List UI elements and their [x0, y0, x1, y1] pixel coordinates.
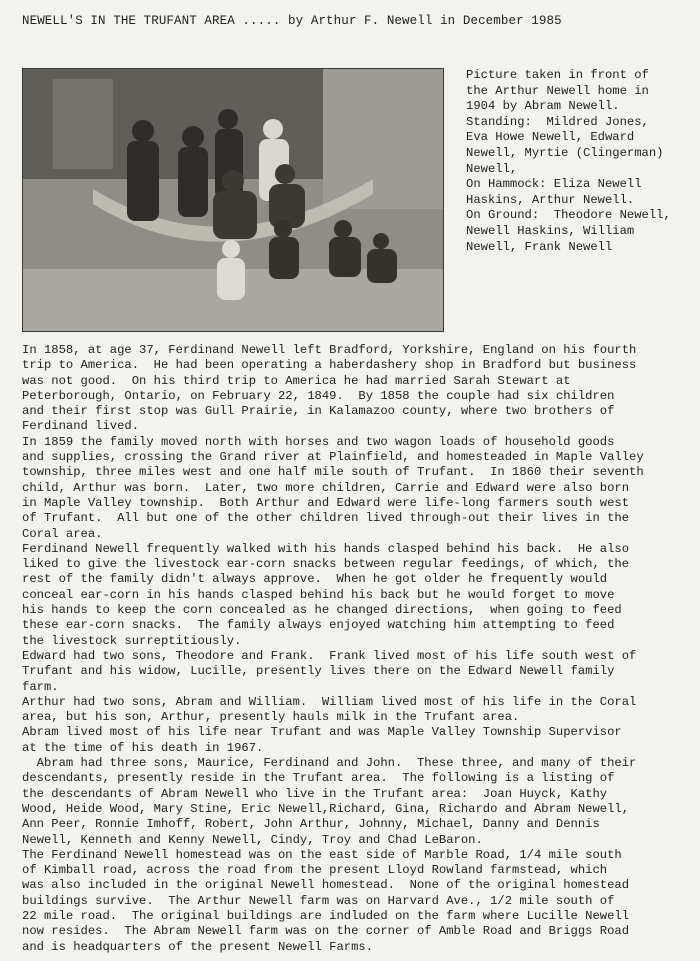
paragraph-line: of Kimball road, across the road from the present Lloyd Rowland farmstead, which: [22, 863, 608, 878]
paragraph-line: Ferdinand lived.: [22, 419, 140, 434]
caption-line: the Arthur Newell home in: [466, 83, 649, 98]
paragraph-line: and supplies, crossing the Grand river at Plainfield, and homesteaded in Maple Valley: [22, 450, 644, 465]
paragraph-line: child, Arthur was born. Later, two more children, Carrie and Edward were also born: [22, 480, 630, 495]
paragraph-line: The Ferdinand Newell homestead was on the east side of Marble Road, 1/4 mile south: [22, 847, 622, 862]
family-photograph: [22, 68, 444, 332]
paragraph-line: the descendants of Abram Newell who live in the Trufant area: Joan Huyck, Kathy: [22, 786, 608, 801]
paragraph-line: his hands to keep the corn concealed as he changed directions, when going to feed: [22, 603, 622, 618]
paragraph-line: Edward had two sons, Theodore and Frank. Frank lived most of his life south west of: [22, 648, 637, 663]
paragraph-line: Ferdinand Newell frequently walked with his hands clasped behind his back. He also: [22, 541, 630, 556]
paragraph-line: Arthur had two sons, Abram and William. William lived most of his life in the Coral: [22, 694, 637, 709]
paragraph-line: was not good. On his third trip to America he had married Sarah Stewart at: [22, 373, 571, 388]
paragraph-line: liked to give the livestock ear-corn snacks between regular feedings, of which, the: [22, 557, 630, 572]
caption-line: On Ground: Theodore Newell,: [466, 208, 671, 223]
caption-line: Newell, Myrtie (Clingerman): [466, 145, 664, 160]
paragraph-line: of Trufant. All but one of the other children lived through-out their lives in the: [22, 511, 630, 526]
caption-line: Newell, Frank Newell: [466, 239, 613, 254]
caption-line: 1904 by Abram Newell.: [466, 99, 620, 114]
paragraph-line: conceal ear-corn in his hands clasped behind his back but he would forget to move: [22, 587, 615, 602]
paragraph-line: In 1858, at age 37, Ferdinand Newell left Bradford, Yorkshire, England on his fourth: [22, 343, 637, 357]
paragraph-line: 22 mile road. The original buildings are indluded on the farm where Lucille Newell: [22, 908, 630, 923]
paragraph-line: descendants, presently reside in the Trufant area. The following is a listing of: [22, 771, 615, 786]
paragraph-line: area, but his son, Arthur, presently hauls milk in the Trufant area.: [22, 710, 520, 725]
caption-line: Haskins, Arthur Newell.: [466, 192, 635, 207]
paragraph-line: Ann Peer, Ronnie Imhoff, Robert, John Arthur, Johnny, Michael, Danny and Dennis: [22, 817, 600, 832]
paragraph-line: In 1859 the family moved north with horses and two wagon loads of household goods: [22, 434, 615, 449]
paragraph-line: buildings survive. The Arthur Newell farm was on Harvard Ave., 1/2 mile south of: [22, 893, 615, 908]
paragraph-line: these ear-corn snacks. The family always enjoyed watching him attempting to feed: [22, 618, 615, 633]
caption-line: Newell,: [466, 161, 518, 176]
paragraph-line: at the time of his death in 1967.: [22, 740, 264, 755]
paragraph-line: trip to America. He had been operating a haberdashery shop in Bradford but business: [22, 358, 637, 373]
photo-caption: [466, 68, 688, 255]
paragraph-line: Wood, Heide Wood, Mary Stine, Eric Newell,Richard, Gina, Richardo and Abram Newell,: [22, 801, 630, 816]
caption-line: On Hammock: Eliza Newell: [466, 177, 642, 192]
paragraph-line: Trufant and his widow, Lucille, presently lives there on the Edward Newell family: [22, 664, 615, 679]
paragraph-line: in Maple Valley township. Both Arthur and Edward were life-long farmers south west: [22, 495, 630, 510]
paragraph-line: was also included in the original Newell homestead. None of the original homestead: [22, 878, 630, 893]
paragraph-line: Abram had three sons, Maurice, Ferdinand and John. These three, and many of their: [22, 756, 637, 771]
family-photograph-icon: [23, 69, 443, 331]
paragraph-line: Peterborough, Ontario, on February 22, 1849. By 1858 the couple had six children: [22, 388, 615, 403]
paragraph-line: and their first stop was Gull Prairie, in Kalamazoo county, where two brothers of: [22, 404, 615, 419]
caption-line: Picture taken in front of: [466, 68, 649, 82]
paragraph-line: Coral area.: [22, 526, 103, 541]
paragraph-line: Newell, Kenneth and Kenny Newell, Cindy, Troy and Chad LeBaron.: [22, 832, 483, 847]
paragraph-line: farm.: [22, 679, 59, 694]
paragraph-line: rest of the family didn't always approve. When he got older he frequently would: [22, 572, 608, 587]
paragraph-line: and is headquarters of the present Newell Farms.: [22, 939, 374, 954]
article-body: [22, 343, 692, 955]
paragraph-line: township, three miles west and one half mile south of Trufant. In 1860 their seventh: [22, 465, 644, 480]
caption-line: Standing: Mildred Jones,: [466, 114, 649, 129]
caption-line: Eva Howe Newell, Edward: [466, 130, 635, 145]
page-heading: NEWELL'S IN THE TRUFANT AREA ..... by Arthur F. Newell in December 1985: [22, 14, 562, 28]
caption-line: Newell Haskins, William: [466, 223, 635, 238]
paragraph-line: Abram lived most of his life near Trufant and was Maple Valley Township Supervisor: [22, 725, 622, 740]
paragraph-line: now resides. The Abram Newell farm was on the corner of Amble Road and Briggs Road: [22, 924, 630, 939]
paragraph-line: the livestock surreptitiously.: [22, 633, 242, 648]
